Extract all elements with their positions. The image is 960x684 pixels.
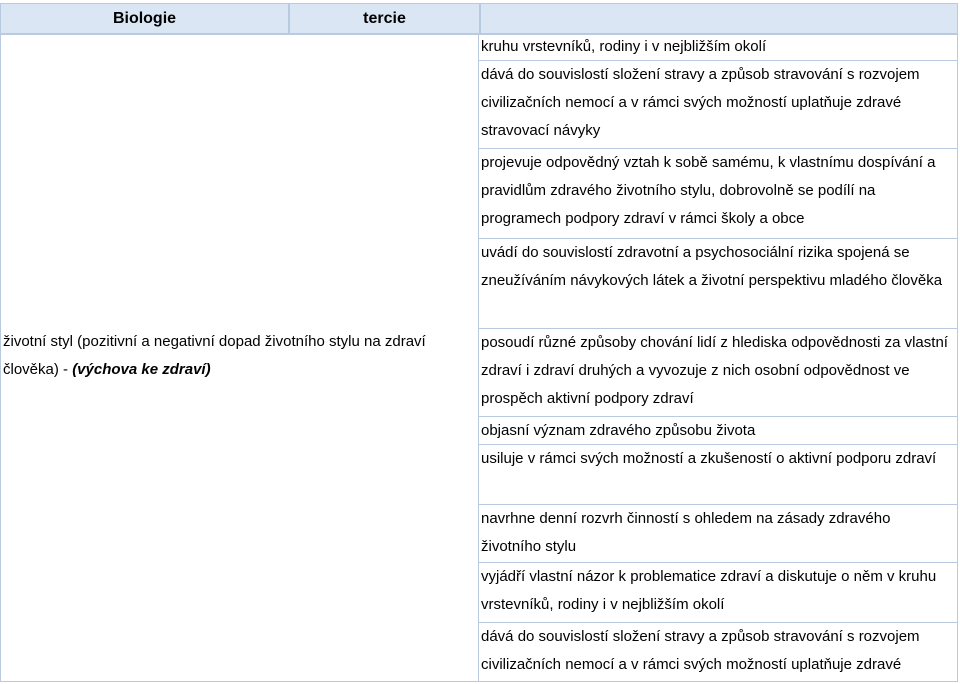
outcome-cell: uvádí do souvislostí zdravotní a psychosociální rizika spojená se zneužíváním návykových látek a životní perspektivu mladého člověka [479,239,957,329]
topic-column [0,34,479,682]
outcome-cell: kruhu vrstevníků, rodiny i v nejbližším okolí [479,35,957,61]
outcome-cell: objasní význam zdravého způsobu života [479,417,957,445]
topic-main: životní styl (pozitivní a negativní dopad životního stylu na zdraví člověka) - [3,333,426,378]
topic-emphasis: (výchova ke zdraví) [72,361,211,378]
outcome-cell: dává do souvislostí složení stravy a způsob stravování s rozvojem civilizačních nemocí a v rámci svých možností uplatňuje zdravé stravovací návyky [479,61,957,149]
header-subject: Biologie [0,3,289,34]
outcome-cell: projevuje odpovědný vztah k sobě samému, k vlastnímu dospívání a pravidlům zdravého životního stylu, dobrovolně se podílí na programech podpory zdraví v rámci školy a obce [479,149,957,239]
topic-text [3,328,471,384]
outcome-cell: posoudí různé způsoby chování lidí z hlediska odpovědnosti za vlastní zdraví i zdraví druhých a vyvozuje z nich osobní odpovědnost ve prospěch aktivní podpory zdraví [479,329,957,417]
outcome-cell: vyjádří vlastní názor k problematice zdraví a diskutuje o něm v kruhu vrstevníků, rodiny i v nejbližším okolí [479,563,957,623]
header-outcomes [480,3,958,34]
outcomes-column [479,34,958,682]
outcome-cell: navrhne denní rozvrh činností s ohledem na zásady zdravého životního stylu [479,505,957,563]
outcome-cell: usiluje v rámci svých možností a zkušeností o aktivní podporu zdraví [479,445,957,505]
header-grade: tercie [289,3,480,34]
outcome-cell: dává do souvislostí složení stravy a způsob stravování s rozvojem civilizačních nemocí a v rámci svých možností uplatňuje zdravé [481,628,920,673]
